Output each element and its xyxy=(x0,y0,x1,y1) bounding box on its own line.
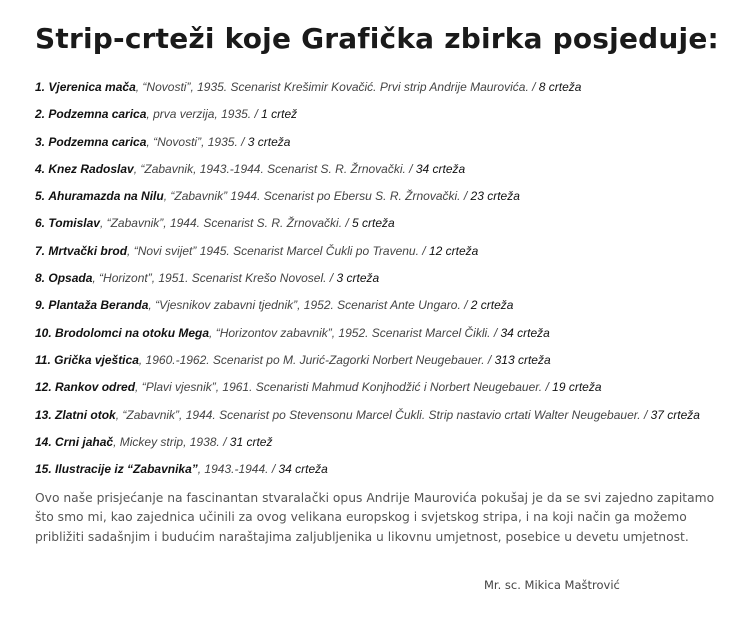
list-item xyxy=(35,188,735,215)
item-number: 13. xyxy=(35,407,52,422)
list-item xyxy=(35,352,735,379)
list-item xyxy=(35,215,735,242)
item-number: 3. xyxy=(35,134,46,149)
item-count: 23 crteža xyxy=(470,189,520,204)
list-item xyxy=(35,134,735,161)
list-item xyxy=(35,379,735,406)
item-number: 4. xyxy=(35,161,46,176)
item-details: , “Plavi vjesnik”, 1961. Scenaristi Mahmud Konjhodžić i Norbert Neugebauer. / xyxy=(135,380,553,395)
item-count: 34 crteža xyxy=(500,325,550,340)
item-title: Grička vještica xyxy=(54,352,139,367)
item-title: Mrtvački brod xyxy=(48,243,128,258)
item-details: , “Vjesnikov zabavni tjednik”, 1952. Scenarist Ante Ungaro. / xyxy=(148,298,471,313)
item-count: 34 crteža xyxy=(278,462,328,477)
comic-list xyxy=(35,79,735,488)
item-count: 37 crteža xyxy=(650,407,700,422)
item-number: 14. xyxy=(35,434,52,449)
item-number: 1. xyxy=(35,80,46,94)
item-number: 15. xyxy=(35,462,52,477)
item-count: 1 crtež xyxy=(261,107,298,122)
item-count: 313 crteža xyxy=(494,352,551,367)
list-item xyxy=(35,297,735,324)
item-title: Crni jahač xyxy=(55,434,114,449)
item-details: , “Zabavnik, 1943.-1944. Scenarist S. R. Žrnovački. / xyxy=(133,161,416,176)
item-count: 19 crteža xyxy=(552,380,602,395)
item-details: , 1960.-1962. Scenarist po M. Jurić-Zagorki Norbert Neugebauer. / xyxy=(138,352,495,367)
item-count: 3 crteža xyxy=(336,271,380,286)
list-item xyxy=(35,106,735,133)
item-title: Vjerenica mača xyxy=(48,80,136,94)
item-count: 34 crteža xyxy=(415,161,466,176)
item-count: 3 crteža xyxy=(247,134,291,149)
item-title: Tomislav xyxy=(48,216,100,231)
item-count: 12 crteža xyxy=(428,243,479,258)
item-details: , “Novosti”, 1935. / xyxy=(146,134,248,149)
item-number: 12. xyxy=(35,380,52,395)
item-details: , “Horizontov zabavnik”, 1952. Scenarist Marcel Čikli. / xyxy=(209,325,501,340)
list-item xyxy=(35,161,735,188)
list-item xyxy=(35,461,735,488)
item-number: 8. xyxy=(35,271,46,286)
item-details: , “Zabavnik”, 1944. Scenarist S. R. Žrnovački. / xyxy=(99,216,353,231)
item-count: 2 crteža xyxy=(470,298,514,313)
list-item xyxy=(35,270,735,297)
item-title: Plantaža Beranda xyxy=(48,298,149,313)
item-details: , “Horizont”, 1951. Scenarist Krešo Novosel. / xyxy=(92,271,337,286)
item-number: 5. xyxy=(35,189,46,204)
item-count: 31 crtež xyxy=(229,434,273,449)
author-signature: Mr. sc. Mikica Maštrović xyxy=(484,578,620,592)
list-item xyxy=(35,407,735,434)
item-details: , prva verzija, 1935. / xyxy=(146,107,262,122)
closing-paragraph: Ovo naše prisjećanje na fascinantan stvaralački opus Andrije Maurovića pokušaj je da se svi zajedno zapitamo što smo mi, kao zajednica učinili za ovog velikana europskog i svjetskog stripa, i na koji način ga možemo približiti sadašnjim i budućim naraštajima zaljubljenika u likovnu umjetnost, posebice u devetu umjetnost. xyxy=(35,491,715,544)
item-title: Podzemna carica xyxy=(48,107,147,122)
item-details: , 1943.-1944. / xyxy=(197,462,279,477)
item-title: Ahuramazda na Nilu xyxy=(48,189,164,204)
item-details: , “Zabavnik” 1944. Scenarist po Ebersu S. R. Žrnovački. / xyxy=(163,189,471,204)
item-number: 6. xyxy=(35,216,46,231)
item-title: Rankov odred xyxy=(55,380,136,395)
item-details: , “Novosti”, 1935. Scenarist Krešimir Kovačić. Prvi strip Andrije Maurovića. / xyxy=(135,80,539,94)
item-title: Knez Radoslav xyxy=(48,161,134,176)
item-title: Opsada xyxy=(48,271,93,286)
page-title: Strip-crteži koje Grafička zbirka posjeduje: xyxy=(35,22,719,55)
item-title: Zlatni otok xyxy=(55,407,116,422)
item-count: 5 crteža xyxy=(352,216,395,231)
item-details: , “Zabavnik”, 1944. Scenarist po Stevensonu Marcel Čukli. Strip nastavio crtati Walter Neugebauer. / xyxy=(115,407,651,422)
item-number: 7. xyxy=(35,243,46,258)
list-item xyxy=(35,79,735,106)
item-number: 2. xyxy=(35,107,46,122)
list-item xyxy=(35,434,735,461)
item-number: 10. xyxy=(35,325,52,340)
item-title: Podzemna carica xyxy=(48,134,147,149)
list-item xyxy=(35,243,735,270)
item-number: 9. xyxy=(35,298,46,313)
item-details: , “Novi svijet” 1945. Scenarist Marcel Čukli po Travenu. / xyxy=(127,243,429,258)
item-title: Brodolomci na otoku Mega xyxy=(55,325,210,340)
item-count: 8 crteža xyxy=(538,80,582,94)
item-number: 11. xyxy=(35,352,51,367)
item-title: Ilustracije iz “Zabavnika” xyxy=(55,462,198,477)
list-item xyxy=(35,325,735,352)
item-details: , Mickey strip, 1938. / xyxy=(113,434,230,449)
